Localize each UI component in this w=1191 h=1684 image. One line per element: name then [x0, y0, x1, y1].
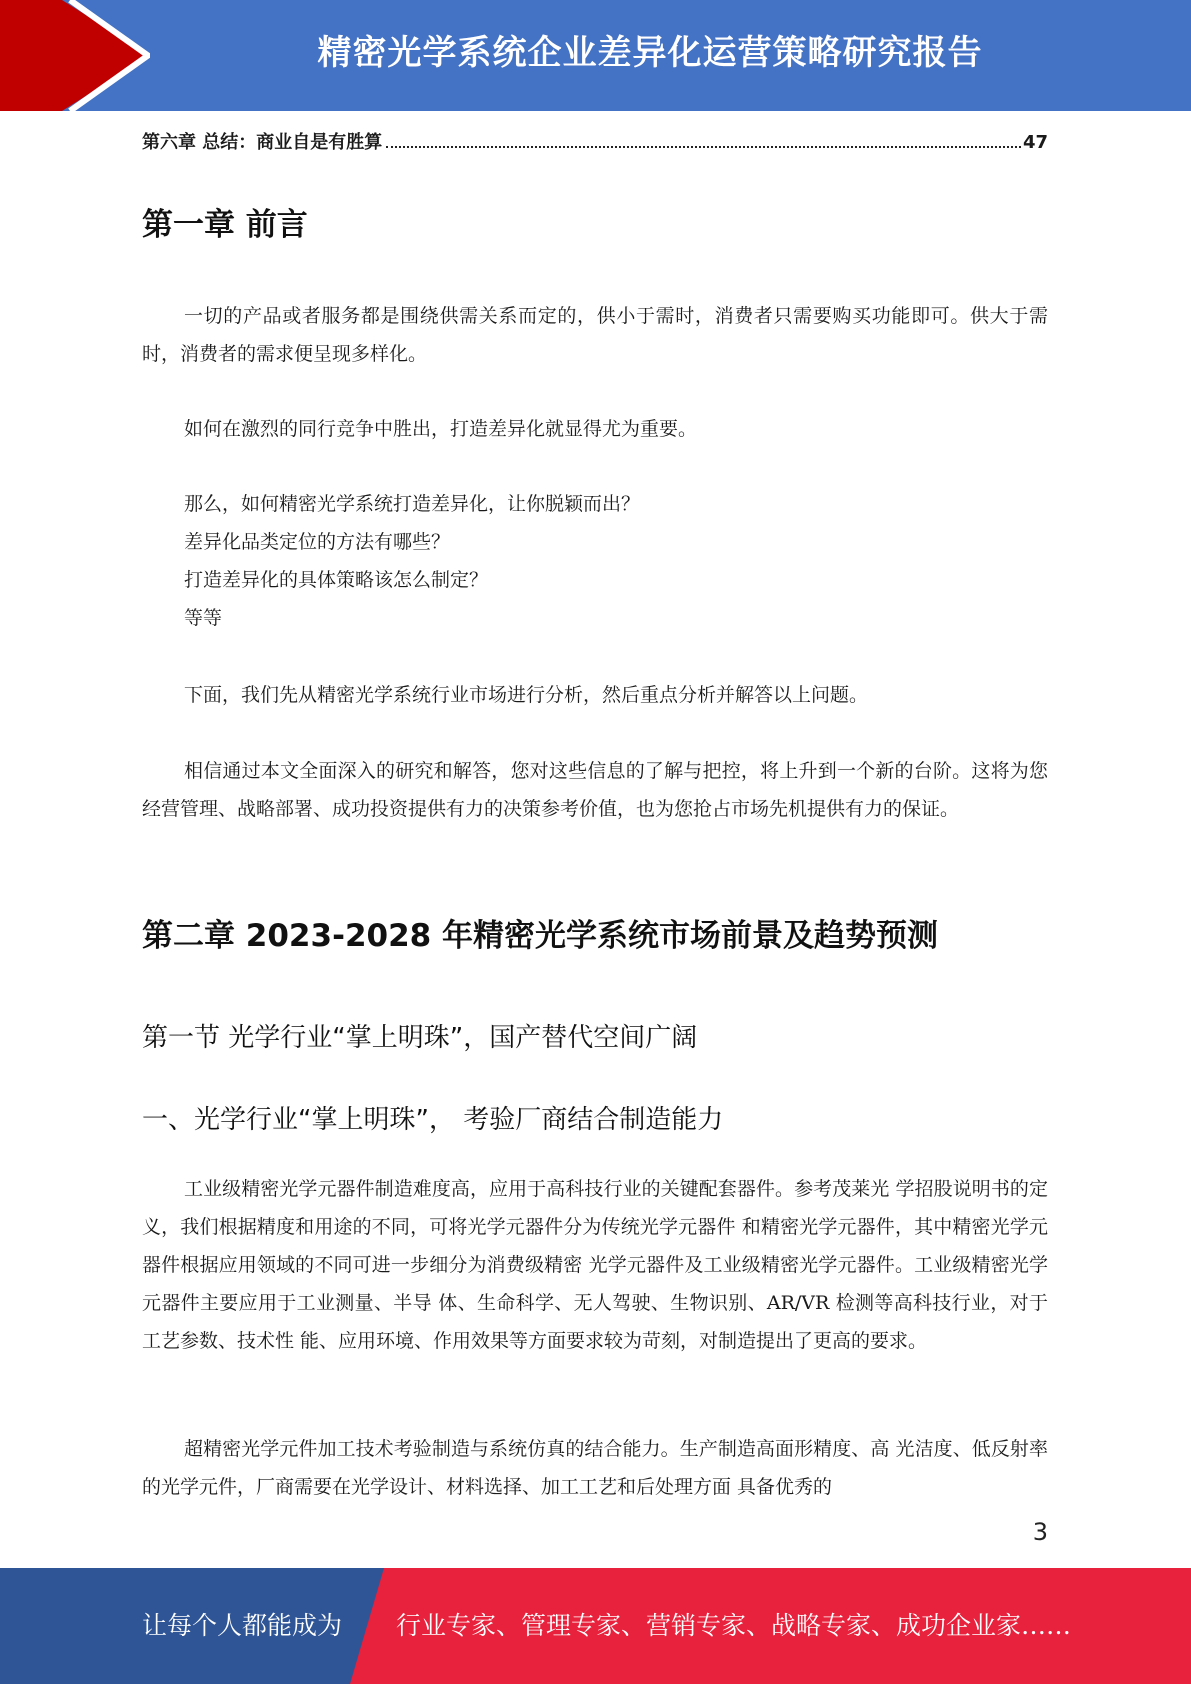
header-arrow-decoration: [0, 0, 150, 111]
chapter-1-paragraph-2: 如何在激烈的同行竞争中胜出，打造差异化就显得尤为重要。: [184, 418, 698, 440]
chapter-1-paragraph-1: 一切的产品或者服务都是围绕供需关系而定的，供小于需时，消费者只需要购买功能即可。供大于需时，消费者的需求便呈现多样化。: [142, 305, 1048, 365]
chapter-1-paragraph-4: 相信通过本文全面深入的研究和解答，您对这些信息的了解与把控，将上升到一个新的台阶。这将为您经营管理、战略部署、成功投资提供有力的决策参考价值，也为您抢占市场先机提供有力的保证。: [142, 760, 1048, 820]
toc-entry-title: 第六章 总结：商业自是有胜算: [142, 132, 383, 153]
question-line-4: 等等: [184, 607, 223, 629]
chapter-2-heading: 第二章 2023-2028 年精密光学系统市场前景及趋势预测: [142, 918, 939, 954]
footer-banner: [0, 1568, 1191, 1684]
footer-slogan-right: 行业专家、管理专家、营销专家、战略专家、成功企业家……: [396, 1611, 1072, 1640]
section-1-heading: 第一节 光学行业“掌上明珠”，国产替代空间广阔: [142, 1023, 698, 1053]
question-line-2: 差异化品类定位的方法有哪些？: [184, 531, 451, 553]
footer-slogan-left: 让每个人都能成为: [142, 1611, 343, 1640]
chapter-2-paragraph-2: 超精密光学元件加工技术考验制造与系统仿真的结合能力。生产制造高面形精度、高 光洁度、低反射率的光学元件，厂商需要在光学设计、材料选择、加工工艺和后处理方面 具备优秀的: [142, 1438, 1048, 1498]
chapter-1-paragraph-3: 下面，我们先从精密光学系统行业市场进行分析，然后重点分析并解答以上问题。: [184, 684, 869, 706]
question-line-3: 打造差异化的具体策略该怎么制定？: [184, 569, 489, 591]
toc-entry-page: 47: [1022, 132, 1048, 153]
toc-entry[interactable]: [142, 128, 1048, 158]
chapter-2-paragraph-1: 工业级精密光学元器件制造难度高，应用于高科技行业的关键配套器件。参考茂莱光 学招股说明书的定义，我们根据精度和用途的不同，可将光学元器件分为传统光学元器件 和精密光学元器件，其中精密光学元器件根据应用领域的不同可进一步细分为消费级精密 光学元器件及工业级精密光学元器件。工业级精密光学元器件主要应用于工业测量、半导 体、生命科学、无人驾驶、生物识别、AR/VR 检测等高科技行业，对于工艺参数、技术性 能、应用环境、作用效果等方面要求较为苛刻，对制造提出了更高的要求。: [142, 1178, 1048, 1352]
report-title: 精密光学系统企业差异化运营策略研究报告: [317, 33, 983, 73]
page-number: 3: [1032, 1518, 1048, 1546]
header-banner: [0, 0, 1191, 111]
toc-leader-dots: [386, 145, 1021, 148]
subsection-1-heading: 一、光学行业“掌上明珠”， 考验厂商结合制造能力: [142, 1105, 724, 1135]
chapter-1-heading: 第一章 前言: [142, 207, 308, 243]
question-line-1: 那么，如何精密光学系统打造差异化，让你脱颖而出？: [184, 493, 641, 515]
